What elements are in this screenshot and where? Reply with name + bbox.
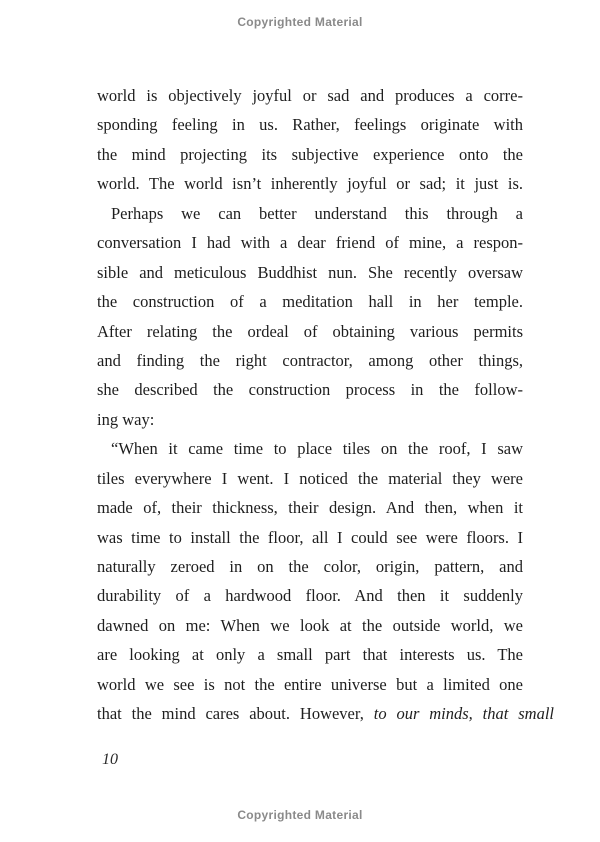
text-line	[97, 699, 554, 728]
text-line: tiles everywhere I went. I noticed the material they were	[97, 468, 523, 488]
text-line: world. The world isn’t inherently joyful or sad; it just is.	[97, 174, 523, 194]
page-number: 10	[102, 751, 118, 768]
text-line: conversation I had with a dear friend of mine, a respon-	[97, 233, 523, 253]
body-text	[97, 81, 554, 729]
text-line: made of, their thickness, their design. And then, when it	[97, 498, 523, 518]
text-line: and finding the right contractor, among other things,	[97, 350, 523, 370]
text-line: sponding feeling in us. Rather, feelings originate with	[97, 115, 523, 135]
copyright-notice-top: Copyrighted Material	[237, 15, 363, 29]
text-line: world we see is not the entire universe but a limited one	[97, 674, 523, 694]
text-line: world is objectively joyful or sad and produces a corre-	[97, 86, 523, 105]
text-line: are looking at only a small part that interests us. The	[97, 645, 523, 665]
text-line: ing way:	[97, 409, 155, 429]
copyright-notice-bottom: Copyrighted Material	[237, 808, 363, 822]
text-line: sible and meticulous Buddhist nun. She recently oversaw	[97, 262, 523, 282]
text-line: the mind projecting its subjective experience onto the	[97, 144, 523, 164]
text-run: that the mind cares about. However,	[97, 704, 374, 724]
italic-text-run: to our minds, that small	[373, 704, 554, 724]
text-line: Perhaps we can better understand this through a	[111, 203, 523, 223]
text-line: the construction of a meditation hall in her temple.	[97, 292, 523, 312]
text-line: dawned on me: When we look at the outside world, we	[97, 615, 523, 635]
text-line: After relating the ordeal of obtaining various permits	[97, 321, 523, 341]
text-line: she described the construction process in the follow-	[97, 380, 523, 400]
text-line: was time to install the floor, all I could see were floors. I	[97, 527, 523, 547]
text-line: “When it came time to place tiles on the roof, I saw	[111, 439, 523, 459]
text-line: durability of a hardwood floor. And then it suddenly	[97, 586, 523, 606]
text-line: naturally zeroed in on the color, origin, pattern, and	[97, 557, 523, 576]
